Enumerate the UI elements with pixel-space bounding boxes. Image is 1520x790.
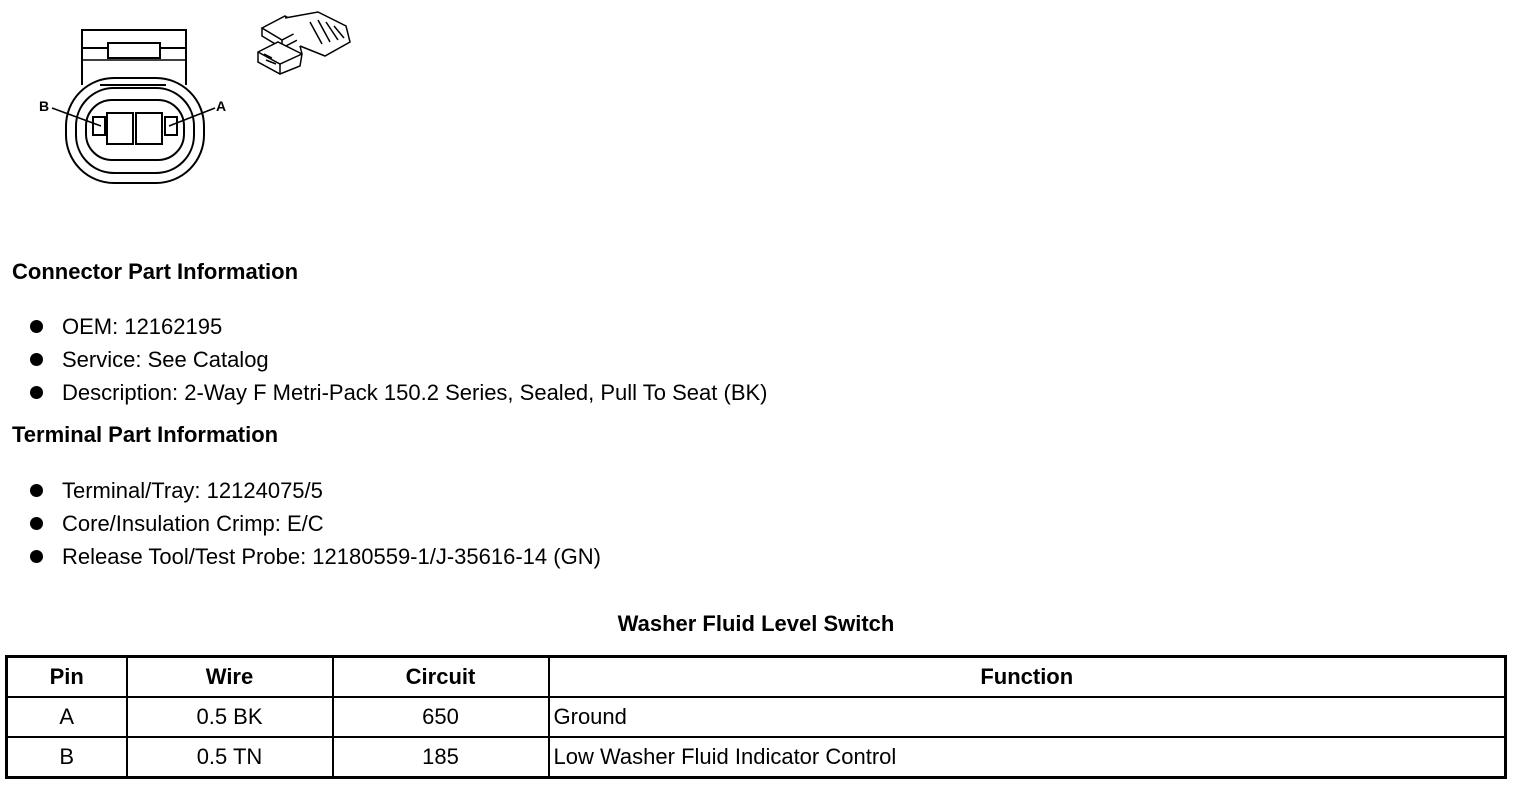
cell-pin: B (7, 737, 127, 778)
list-item (30, 474, 601, 507)
header-wire: Wire (127, 657, 333, 698)
table-header-row (7, 657, 1506, 698)
list-item-text: OEM: 12162195 (62, 313, 223, 339)
bullet-icon (30, 320, 43, 333)
cell-wire: 0.5 TN (127, 737, 333, 778)
pin-table (5, 655, 1507, 779)
cell-circuit: 185 (333, 737, 549, 778)
cell-wire: 0.5 BK (127, 697, 333, 737)
list-item (30, 343, 768, 376)
terminal-info-list (30, 474, 601, 573)
pin-label-b: B (39, 98, 50, 114)
cell-circuit: 650 (333, 697, 549, 737)
list-item-text: Service: See Catalog (62, 346, 269, 372)
table-row (7, 697, 1506, 737)
table-title: Washer Fluid Level Switch (617, 611, 895, 636)
connector-diagram (0, 0, 380, 200)
pin-label-a: A (216, 98, 227, 114)
bullet-icon (30, 550, 43, 563)
bullet-icon (30, 484, 43, 497)
list-item (30, 507, 601, 540)
list-item-text: Core/Insulation Crimp: E/C (62, 510, 324, 536)
list-item-text: Release Tool/Test Probe: 12180559-1/J-35616-14 (GN) (62, 543, 601, 569)
bullet-icon (30, 353, 43, 366)
list-item (30, 540, 601, 573)
cell-function: Low Washer Fluid Indicator Control (549, 737, 1506, 778)
terminal-section-title: Terminal Part Information (12, 422, 279, 447)
connector-section-title: Connector Part Information (12, 259, 299, 284)
cell-pin: A (7, 697, 127, 737)
cell-function: Ground (549, 697, 1506, 737)
header-pin: Pin (7, 657, 127, 698)
bullet-icon (30, 386, 43, 399)
connector-face-icon (52, 30, 215, 183)
bullet-icon (30, 517, 43, 530)
list-item (30, 376, 768, 409)
list-item-text: Description: 2-Way F Metri-Pack 150.2 Series, Sealed, Pull To Seat (BK) (62, 379, 768, 405)
header-circuit: Circuit (333, 657, 549, 698)
connector-info-list (30, 310, 768, 409)
list-item-text: Terminal/Tray: 12124075/5 (62, 477, 323, 503)
list-item (30, 310, 768, 343)
connector-isometric-icon (258, 12, 350, 74)
header-function: Function (549, 657, 1506, 698)
table-row (7, 737, 1506, 778)
